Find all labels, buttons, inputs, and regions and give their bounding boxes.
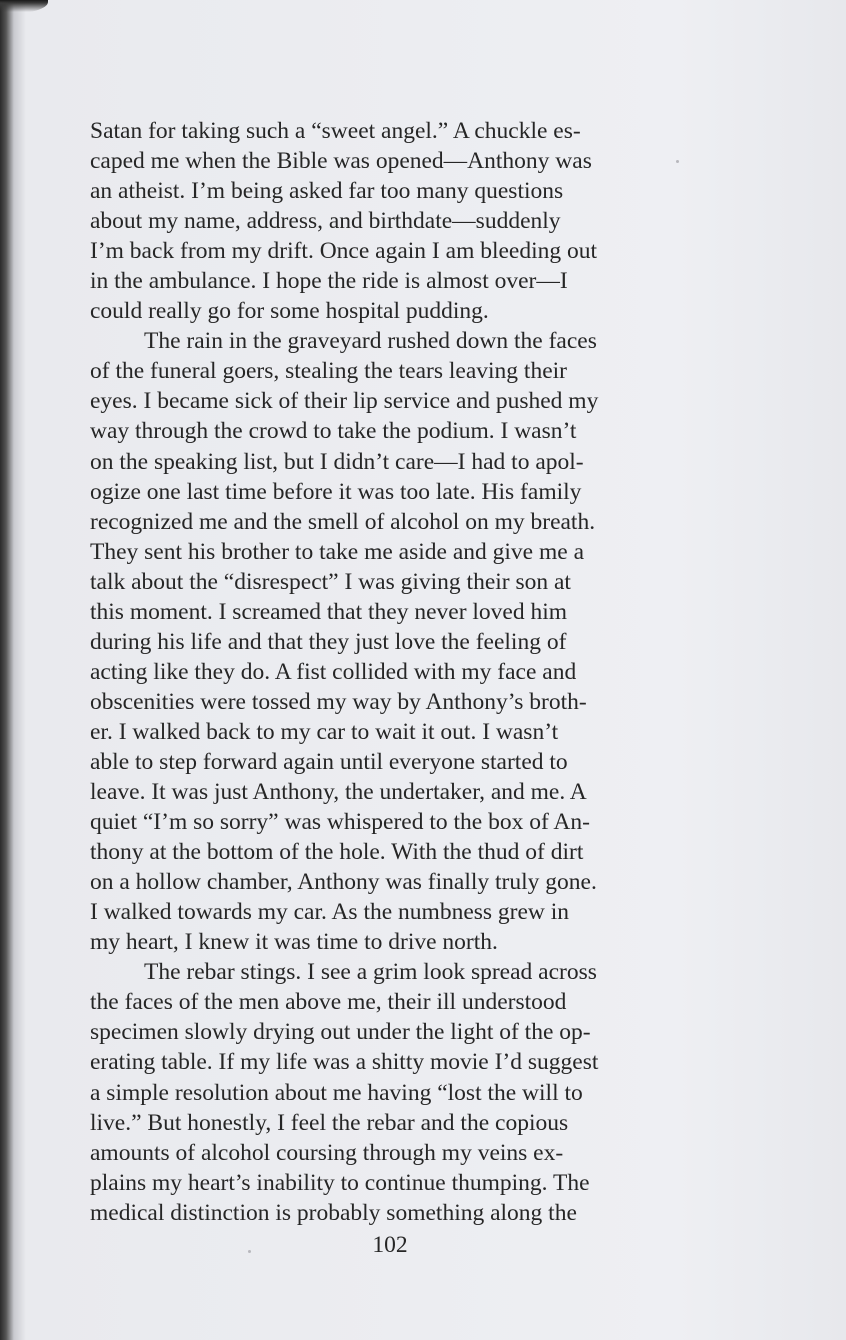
- text-line: able to step forward again until everyone started to: [90, 748, 568, 775]
- text-line: could really go for some hospital pudding.: [90, 298, 489, 325]
- text-line: thony at the bottom of the hole. With the thud of dirt: [90, 839, 584, 866]
- text-line: my heart, I knew it was time to drive north.: [90, 929, 498, 956]
- text-line: I’m back from my drift. Once again I am bleeding out: [90, 238, 598, 265]
- paragraph-first-line: The rain in the graveyard rushed down the faces: [144, 328, 597, 355]
- text-line: on the speaking list, but I didn’t care—I had to apol-: [90, 448, 584, 475]
- text-line: They sent his brother to take me aside and give me a: [90, 538, 584, 565]
- body-text: [90, 116, 690, 1228]
- text-line: talk about the “disrespect” I was giving their son at: [90, 568, 571, 595]
- text-line: of the funeral goers, stealing the tears leaving their: [90, 358, 567, 385]
- text-line: erating table. If my life was a shitty movie I’d suggest: [90, 1049, 599, 1076]
- text-line: the faces of the men above me, their ill understood: [90, 989, 567, 1016]
- text-line: Satan for taking such a “sweet angel.” A chuckle es-: [90, 118, 581, 144]
- text-line: medical distinction is probably something along the: [90, 1199, 577, 1226]
- text-line: an atheist. I’m being asked far too many questions: [90, 178, 564, 205]
- text-line: caped me when the Bible was opened—Anthony was: [90, 148, 592, 175]
- text-line: plains my heart’s inability to continue thumping. The: [90, 1169, 590, 1196]
- text-line: I walked towards my car. As the numbness grew in: [90, 899, 570, 926]
- text-line: way through the crowd to take the podium. I wasn’t: [90, 418, 577, 445]
- text-line: recognized me and the smell of alcohol on my breath.: [90, 508, 596, 535]
- text-line: quiet “I’m so sorry” was whispered to the box of An-: [90, 809, 590, 836]
- text-line: on a hollow chamber, Anthony was finally truly gone.: [90, 869, 597, 896]
- text-line: specimen slowly drying out under the light of the op-: [90, 1019, 591, 1046]
- page-number: 102: [372, 1232, 408, 1258]
- text-line: during his life and that they just love the feeling of: [90, 628, 567, 655]
- text-line: live.” But honestly, I feel the rebar and the copious: [90, 1109, 569, 1136]
- text-line: about my name, address, and birthdate—suddenly: [90, 208, 561, 235]
- text-line: leave. It was just Anthony, the undertaker, and me. A: [90, 779, 587, 806]
- text-line: er. I walked back to my car to wait it out. I wasn’t: [90, 718, 559, 745]
- paragraph-first-line: The rebar stings. I see a grim look spread across: [144, 959, 597, 986]
- scan-edge-mark: [0, 0, 48, 14]
- text-line: a simple resolution about me having “lost the will to: [90, 1079, 583, 1106]
- text-line: obscenities were tossed my way by Anthony’s broth-: [90, 688, 587, 715]
- text-line: amounts of alcohol coursing through my veins ex-: [90, 1139, 564, 1166]
- text-line: ogize one last time before it was too late. His family: [90, 478, 582, 505]
- text-line: eyes. I became sick of their lip service and pushed my: [90, 388, 599, 415]
- text-line: acting like they do. A fist collided with my face and: [90, 658, 577, 685]
- text-line: this moment. I screamed that they never loved him: [90, 598, 568, 625]
- text-line: in the ambulance. I hope the ride is almost over—I: [90, 268, 568, 295]
